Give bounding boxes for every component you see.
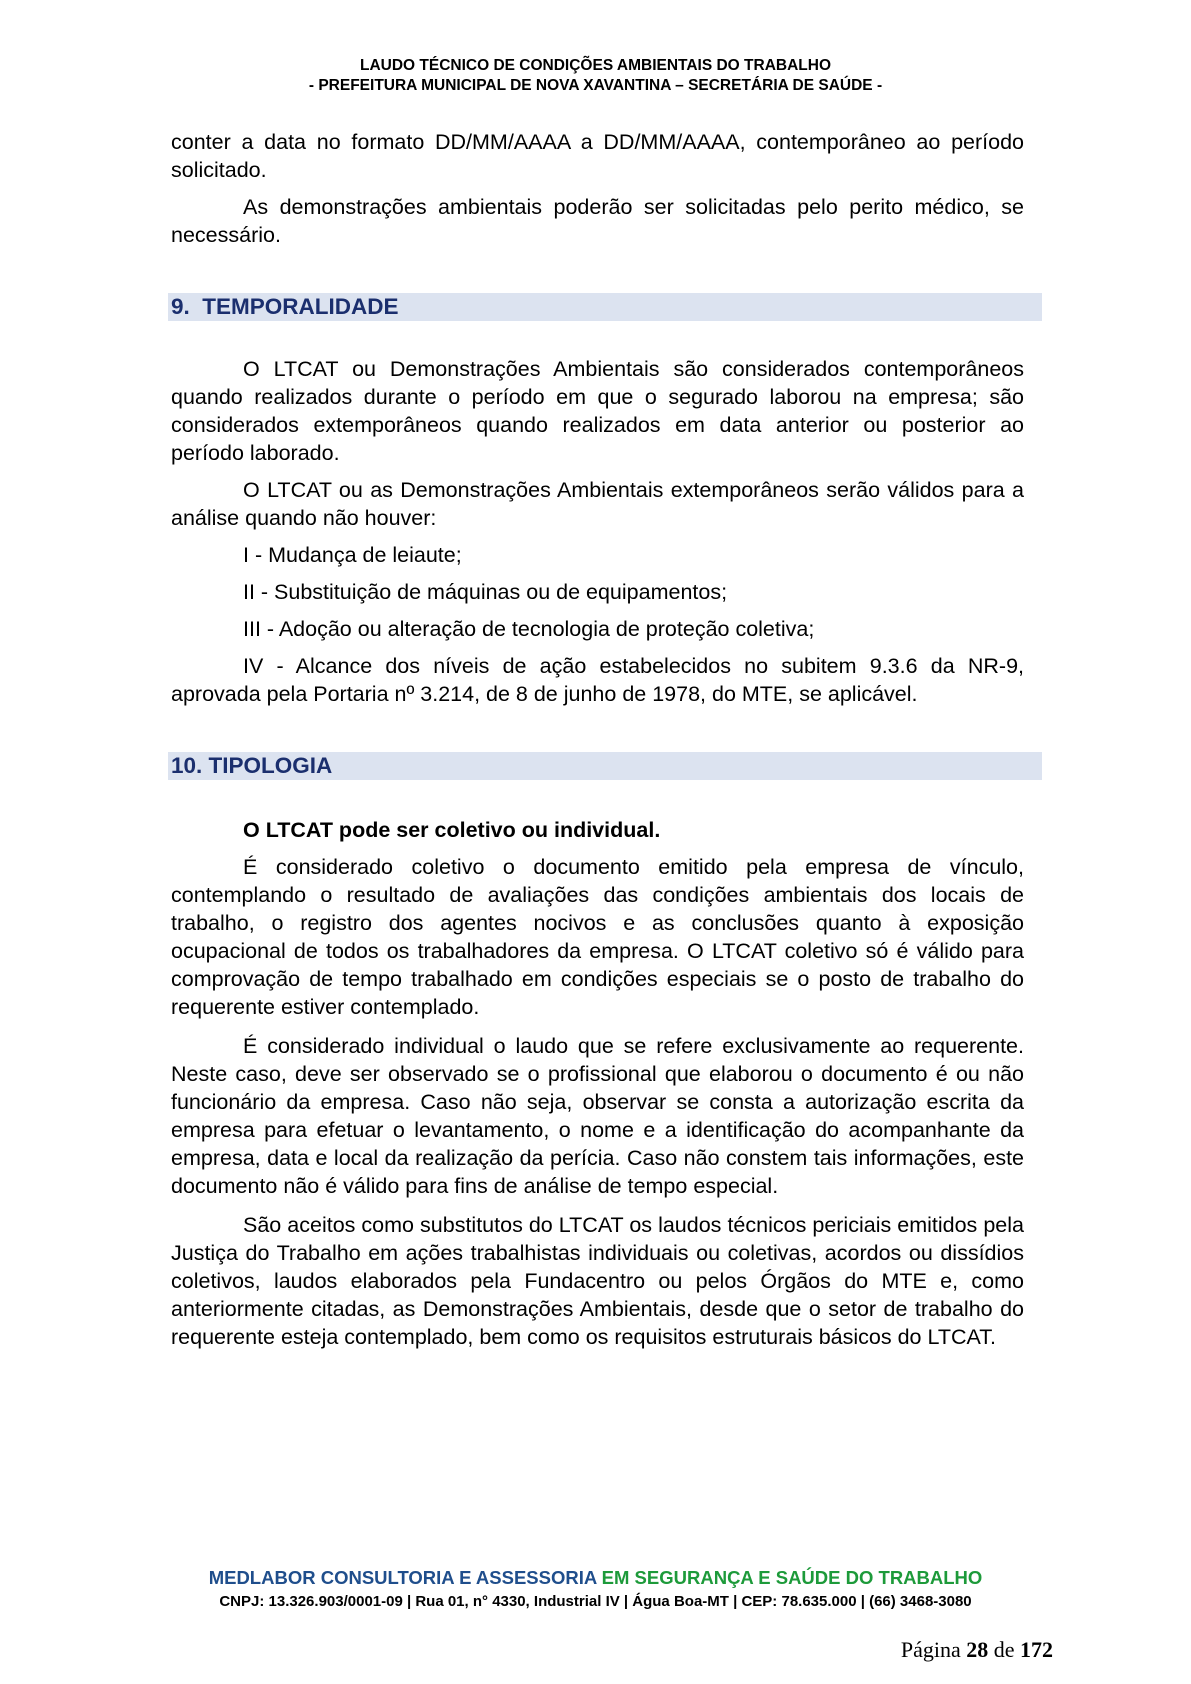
section-9-heading: 9. TEMPORALIDADE	[168, 293, 1042, 321]
document-header	[0, 56, 1191, 96]
document-footer	[0, 1566, 1191, 1612]
section-10-paragraph-2: É considerado individual o laudo que se refere exclusivamente ao requerente. Neste caso, deve ser observado se o profissional que elaborou o documento é ou não funcionário da empresa. Caso não seja, observar se consta a autorização escrita da empresa para efetuar o levantamento, o nome e a identificação do acompanhante da empresa, data e local da realização da perícia. Caso não constem tais informações, este documento não é válido para fins de análise de tempo especial.	[171, 1034, 1024, 1198]
footer-company	[0, 1566, 1191, 1590]
list-item-4: IV - Alcance dos níveis de ação estabelecidos no subitem 9.3.6 da NR-9, aprovada pela Portaria nº 3.214, de 8 de junho de 1978, do MTE, se aplicável.	[171, 654, 1024, 706]
page-number	[901, 1637, 1053, 1663]
list-item: I - Mudança de leiaute;	[243, 543, 462, 567]
page-label: Página	[900, 1637, 961, 1662]
list-item: III - Adoção ou alteração de tecnologia de proteção coletiva;	[243, 617, 815, 641]
intro-paragraph-1: conter a data no formato DD/MM/AAAA a DD/MM/AAAA, contemporâneo ao período solicitado.	[171, 130, 1024, 182]
intro-paragraph-2: As demonstrações ambientais poderão ser solicitadas pelo perito médico, se necessário.	[171, 195, 1024, 247]
page-total: 172	[1020, 1637, 1053, 1662]
section-10-paragraph-1: É considerado coletivo o documento emitido pela empresa de vínculo, contemplando o resultado de avaliações das condições ambientais dos locais de trabalho, o registro dos agentes nocivos e as conclusões quanto à exposição ocupacional de todos os trabalhadores da empresa. O LTCAT coletivo só é válido para comprovação de tempo trabalhado em condições especiais se o posto de trabalho do requerente estiver contemplado.	[171, 855, 1024, 1019]
section-9-paragraph-2: O LTCAT ou as Demonstrações Ambientais extemporâneos serão válidos para a análise quando não houver:	[171, 478, 1024, 530]
header-subtitle: - PREFEITURA MUNICIPAL DE NOVA XAVANTINA – SECRETÁRIA DE SAÚDE -	[308, 77, 883, 94]
header-title: LAUDO TÉCNICO DE CONDIÇÕES AMBIENTAIS DO TRABALHO	[359, 57, 832, 74]
page-current: 28	[966, 1637, 989, 1662]
section-10-heading: 10. TIPOLOGIA	[168, 752, 1042, 780]
section-9-paragraph-1: O LTCAT ou Demonstrações Ambientais são considerados contemporâneos quando realizados durante o período em que o segurado laborou na empresa; são considerados extemporâneos quando realizados em data anterior ou posterior ao período laborado.	[171, 357, 1024, 465]
document-body	[171, 128, 1024, 1351]
section-10-lead: O LTCAT pode ser coletivo ou individual.	[243, 818, 661, 842]
footer-company-name: MEDLABOR CONSULTORIA E ASSESSORIA	[208, 1567, 597, 1588]
section-10-paragraph-3: São aceitos como substitutos do LTCAT os laudos técnicos periciais emitidos pela Justiça do Trabalho em ações trabalhistas individuais ou coletivas, acordos ou dissídios coletivos, laudos elaborados pela Fundacentro ou pelos Órgãos do MTE e, como anteriormente citadas, as Demonstrações Ambientais, desde que o setor de trabalho do requerente esteja contemplado, bem como os requisitos estruturais básicos do LTCAT.	[171, 1213, 1024, 1349]
footer-company-tagline: EM SEGURANÇA E SAÚDE DO TRABALHO	[601, 1567, 983, 1588]
footer-address: CNPJ: 13.326.903/0001-09 | Rua 01, n° 4330, Industrial IV | Água Boa-MT | CEP: 78.635.000 | (66) 3468-3080	[219, 1593, 972, 1610]
list-item: II - Substituição de máquinas ou de equipamentos;	[243, 580, 728, 604]
page-of: de	[993, 1637, 1015, 1662]
